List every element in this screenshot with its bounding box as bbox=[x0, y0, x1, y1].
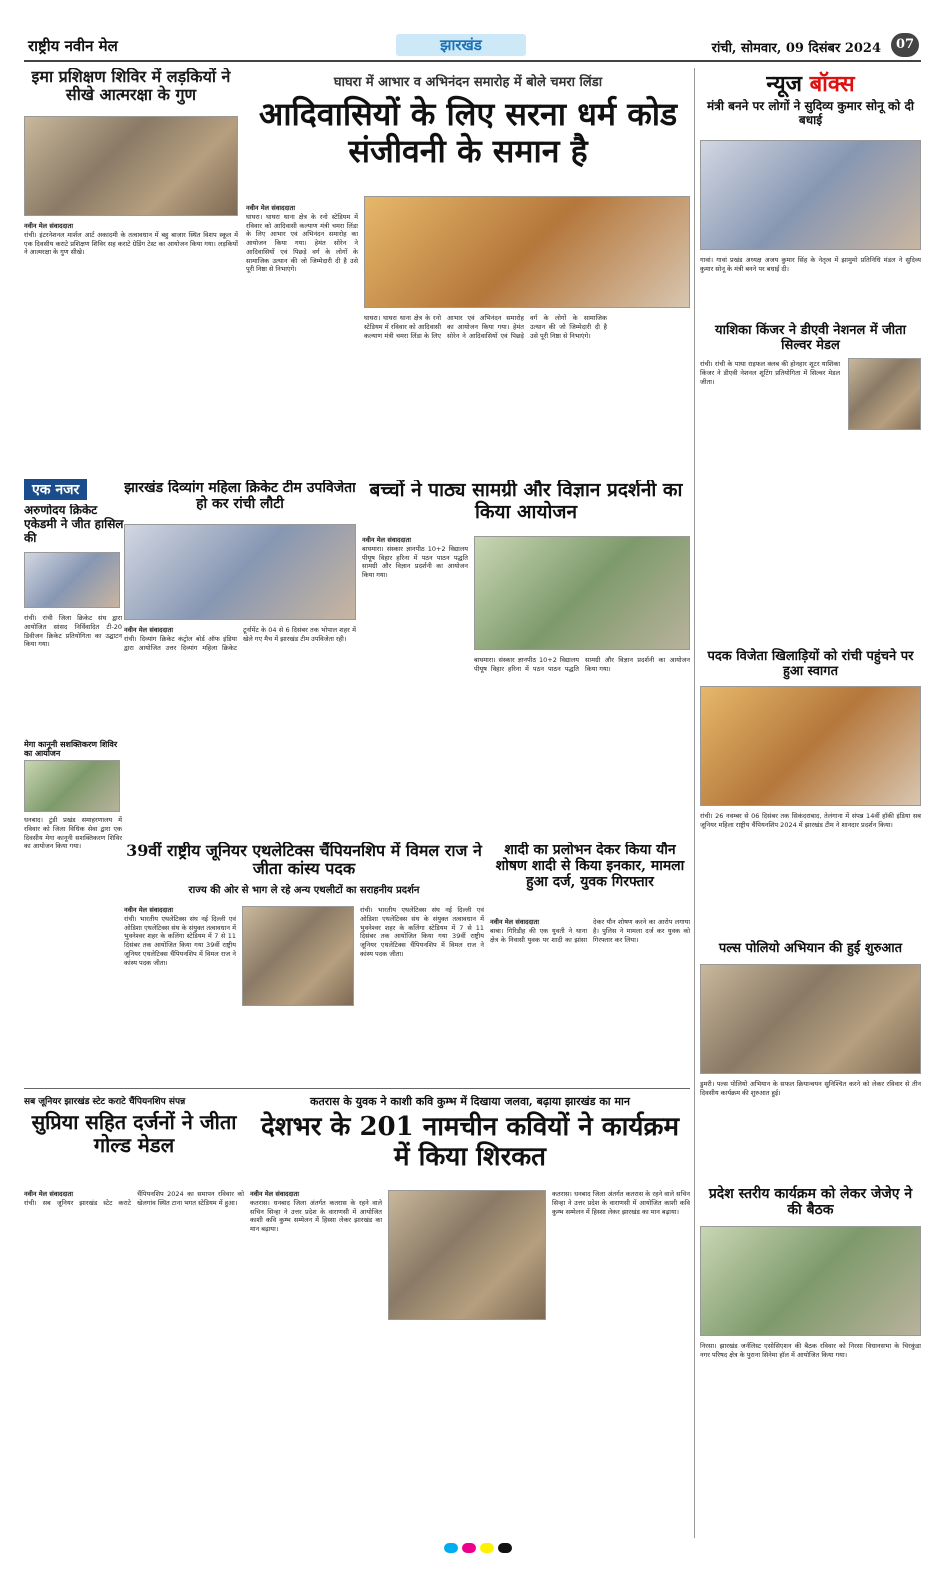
story-title: शादी का प्रलोभन देकर किया यौन शोषण शादी से किया इनकार, मामला हुआ दर्ज, युवक गिरफ्तार bbox=[495, 842, 685, 891]
masthead: राष्ट्रीय नवीन मेल bbox=[28, 37, 118, 55]
story-title: याशिका किंजर ने डीएवी नेशनल में जीता सिल्वर मेडल bbox=[715, 323, 906, 353]
divider bbox=[24, 1088, 690, 1089]
story-title: पदक विजेता खिलाड़ियों को रांची पहुंचने पर हुआ स्वागत bbox=[707, 649, 914, 679]
story-cricket-academy bbox=[24, 504, 124, 874]
story-title: 39वीं राष्ट्रीय जूनियर एथलेटिक्स चैंपियनशिप में विमल राज ने जीता कांस्य पदक bbox=[126, 842, 482, 879]
magenta-swatch bbox=[462, 1543, 476, 1553]
cricket-academy-photo bbox=[24, 552, 120, 608]
lead-body: नवीन मेल संवाददाता घाघरा। घाघरा थाना क्षेत्र के रनो स्टेडियम में रविवार को आदिवासी कल्याण मंत्री चमरा लिंडा के लिए आभार एवं अभिनंदन समारोह का आयोजन किया गया। हेमंत सोरेन ने आदिवासियों एवं पिछड़े वर्ग के लोगों के सामाजिक उत्थान की जो जिम्मेदारी दी है उसे पूरी निष्ठा से निभाएंगे। bbox=[246, 204, 358, 274]
story-self-defense bbox=[24, 68, 238, 480]
page-number: 07 bbox=[891, 33, 919, 57]
story-body: रांची। 26 नवम्बर से 06 दिसंबर तक सिकंदराबाद, तेलंगाना में संपन्न 14वीं हॉकी इंडिया सब जूनियर महिला राष्ट्रीय चैंपियनशिप 2024 में झारखंड टीम ने शानदार प्रदर्शन किया। bbox=[700, 812, 921, 829]
story-title: झारखंड दिव्यांग महिला क्रिकेट टीम उपविजेता हो कर रांची लौटी bbox=[124, 480, 356, 513]
lead-body-continued: घाघरा। घाघरा थाना क्षेत्र के रनो स्टेडियम में रविवार को आदिवासी कल्याण मंत्री चमरा लिंडा के लिए आभार एवं अभिनंदन समारोह का आयोजन किया गया। हेमंत सोरेन ने आदिवासियों एवं पिछड़े वर्ग के लोगों के सामाजिक उत्थान की जो जिम्मेदारी दी है उसे पूरी निष्ठा से निभाएंगे। bbox=[364, 314, 607, 340]
story-title: सुप्रिया सहित दर्जनों ने जीता गोल्ड मेडल bbox=[31, 1110, 237, 1157]
story-title: अरुणोदय क्रिकेट एकेडमी ने जीत हासिल की bbox=[24, 504, 124, 545]
story-title: मंत्री बनने पर लोगों ने सुदिव्य कुमार सोनू को दी बधाई bbox=[707, 99, 914, 127]
minister-greeting-photo bbox=[700, 140, 921, 250]
dateline: रांची, सोमवार, 09 दिसंबर 2024 bbox=[711, 41, 881, 56]
story-body: रांची। रांची जिला क्रिकेट संघ द्वारा आयोजित सांसद निर्विवादित टी-20 डिवीजन क्रिकेट प्रतियोगिता का उद्घाटन किया गया। bbox=[24, 614, 122, 649]
story-science-exhibition bbox=[362, 480, 690, 840]
story-body: नवीन मेल संवाददाता रांची। सब जूनियर झारखंड स्टेट कराटे चैंपियनशिप 2024 का समापन रविवार को खेलगांव स्थित टाना भगत स्टेडियम में हुआ। bbox=[24, 1190, 244, 1207]
story-kicker: कतरास के युवक ने काशी कवि कुम्भ में दिखाया जलवा, बढ़ाया झारखंड का मान bbox=[310, 1095, 630, 1108]
story-subtitle: राज्य की ओर से भाग ले रहे अन्य एथलीटों का सराहनीय प्रदर्शन bbox=[188, 884, 420, 896]
story-divyang-cricket bbox=[124, 480, 356, 840]
story-title: देशभर के 201 नामचीन कवियों ने कार्यक्रम में किया शिरकत bbox=[260, 1112, 680, 1172]
story-body: नवीन मेल संवाददाता कतरास। धनबाद जिला अंतर्गत कतरास के रहने वाले सचिन सिन्हा ने उत्तर प्रदेश के वाराणसी में आयोजित काशी कवि कुम्भ सम्मेलन में हिस्सा लेकर झारखंड का मान बढ़ाया। bbox=[250, 1190, 382, 1234]
poet-award-photo bbox=[388, 1190, 546, 1320]
story-title: मेगा कानूनी सशक्तिकरण शिविर का आयोजन bbox=[24, 739, 118, 759]
story-body: नवीन मेल संवाददाता रांची। इंटरनेशनल मार्शल आर्ट अकादमी के तत्वावधान में बहु बाजार स्थित विशप स्कूल में एक दिवसीय कराटे प्रशिक्षण शिविर सह कराटे ग्रेडिंग टेस्ट का आयोजन किया गया। लड़कियों ने आत्मरक्षा के गुण सीखे। bbox=[24, 222, 238, 257]
story-body: डुमरी। पल्स पोलियो अभियान के सफल क्रियान्वयन सुनिश्चित करने को लेकर रविवार से तीन दिवसीय कार्यक्रम की शुरुआत हुई। bbox=[700, 1080, 921, 1097]
story-title: बच्चों ने पाठ्य सामग्री और विज्ञान प्रदर्शनी का किया आयोजन bbox=[369, 480, 683, 523]
lead-title: आदिवासियों के लिए सरना धर्म कोड संजीवनी के समान है bbox=[258, 95, 678, 170]
page-header bbox=[24, 32, 921, 62]
lead-kicker: घाघरा में आभार व अभिनंदन समारोह में बोले चमरा लिंडा bbox=[333, 75, 603, 90]
story-body: नवीन मेल संवाददाता बाबा। गिरिडीह की एक युवती ने थाना क्षेत्र के निवासी युवक पर शादी का झांसा देकर यौन शोषण करने का आरोप लगाया है। पुलिस ने मामला दर्ज कर युवक को गिरफ्तार कर लिया। bbox=[490, 918, 690, 944]
story-body: नवीन मेल संवाददाता रांची। भारतीय एथलेटिक्स संघ नई दिल्ली एवं ओडिशा एथलेटिक्स संघ के संयुक्त तत्वावधान में भुवनेश्वर शहर के कलिंगा स्टेडियम में 7 से 11 दिसंबर तक आयोजित किया गया 39वीं राष्ट्रीय जूनियर एथलेटिक्स चैंपियनशिप में विमल राज ने कांस्य पदक जीता। bbox=[124, 906, 236, 967]
story-title: प्रदेश स्तरीय कार्यक्रम को लेकर जेजेए ने की बैठक bbox=[708, 1186, 913, 1219]
cricket-team-photo bbox=[124, 524, 356, 620]
story-body: नवीन मेल संवाददाता रांची। दिव्यांग क्रिकेट कंट्रोल बोर्ड ऑफ इंडिया द्वारा आयोजित उत्तर दिव्यांग महिला क्रिकेट टूर्नामेंट के 04 से 6 दिसंबर तक भोपाल शहर में खेले गए मैच में झारखंड टीम उपविजेता रही। bbox=[124, 626, 356, 652]
section-banner: झारखंड bbox=[396, 34, 526, 56]
black-swatch bbox=[498, 1543, 512, 1553]
news-box-title: न्यूज बॉक्स bbox=[766, 71, 855, 97]
column-divider bbox=[694, 68, 695, 1538]
polio-campaign-photo bbox=[700, 964, 921, 1074]
ek-najar-label: एक नजर bbox=[24, 479, 214, 501]
story-body-continued: रांची। भारतीय एथलेटिक्स संघ नई दिल्ली एवं ओडिशा एथलेटिक्स संघ के संयुक्त तत्वावधान में भुवनेश्वर शहर के कलिंगा स्टेडियम में 7 से 11 दिसंबर तक आयोजित किया गया 39वीं राष्ट्रीय जूनियर एथलेटिक्स चैंपियनशिप में विमल राज ने कांस्य पदक जीता। bbox=[360, 906, 484, 958]
jja-meeting-photo bbox=[700, 1226, 921, 1336]
science-exhibition-photo bbox=[474, 536, 690, 650]
story-karate-gold bbox=[24, 1094, 244, 1534]
shooter-photo bbox=[848, 358, 921, 430]
story-poets bbox=[250, 1094, 690, 1534]
hockey-players-photo bbox=[700, 686, 921, 806]
story-title: पल्स पोलियो अभियान की हुई शुरुआत bbox=[718, 941, 903, 956]
story-body: निरसा। झारखंड जर्नलिस्ट एसोसिएशन की बैठक रविवार को निरसा विधानसभा के चिरकुंडा नगर परिषद क्षेत्र के पुराना सिनेमा हॉल में आयोजित किया गया। bbox=[700, 1342, 921, 1359]
story-crime bbox=[490, 842, 690, 1082]
story-body: गावां। गावां प्रखंड अध्यक्ष अजय कुमार सिंह के नेतृत्व में झामुमो प्रतिनिधि मंडल ने सुदिव्य कुमार सोनू के मंत्री बनने पर बधाई दी। bbox=[700, 256, 921, 273]
story-body: धनबाद। टुंडी प्रखंड समाहरणालय में रविवार को जिला विधिक सेवा द्वारा एक दिवसीय मेगा कानूनी सशक्तिकरण शिविर का आयोजन किया गया। bbox=[24, 816, 122, 851]
athlete-photo bbox=[242, 906, 354, 1006]
story-title: इमा प्रशिक्षण शिविर में लड़कियों ने सीखे आत्मरक्षा के गुण bbox=[31, 68, 231, 105]
news-box-column bbox=[700, 68, 921, 1538]
story-body-continued: कतरास। धनबाद जिला अंतर्गत कतरास के रहने वाले सचिन सिन्हा ने उत्तर प्रदेश के वाराणसी में आयोजित काशी कवि कुम्भ सम्मेलन में हिस्सा लेकर झारखंड का मान बढ़ाया। bbox=[552, 1190, 690, 1216]
story-body: रांची। रांची के पाथा राइफल क्लब की होनहार शूटर याशिका किंजर ने डीएवी नेशनल शूटिंग प्रतियोगिता में सिल्वर मेडल जीता। bbox=[700, 360, 840, 386]
ceremony-photo bbox=[364, 196, 690, 308]
lead-story-head bbox=[246, 72, 690, 202]
cyan-swatch bbox=[444, 1543, 458, 1553]
karate-photo bbox=[24, 116, 238, 216]
legal-camp-photo bbox=[24, 760, 120, 812]
story-body-continued: बाघमारा। संस्कार ज्ञानपीठ 10+2 विद्यालय पीयूष विहार हरिना में पठन पाठन पद्धति सामग्री और विज्ञान प्रदर्शनी का आयोजन किया गया। bbox=[474, 656, 690, 673]
print-registration-bar bbox=[24, 1543, 921, 1555]
story-body: नवीन मेल संवाददाता बाघमारा। संस्कार ज्ञानपीठ 10+2 विद्यालय पीयूष विहार हरिना में पठन पाठन पद्धति सामग्री और विज्ञान प्रदर्शनी का आयोजन किया गया। bbox=[362, 536, 468, 580]
story-athletics bbox=[124, 842, 484, 1082]
story-kicker: सब जूनियर झारखंड स्टेट कराटे चैंपियनशिप संपन्न bbox=[24, 1097, 186, 1107]
yellow-swatch bbox=[480, 1543, 494, 1553]
